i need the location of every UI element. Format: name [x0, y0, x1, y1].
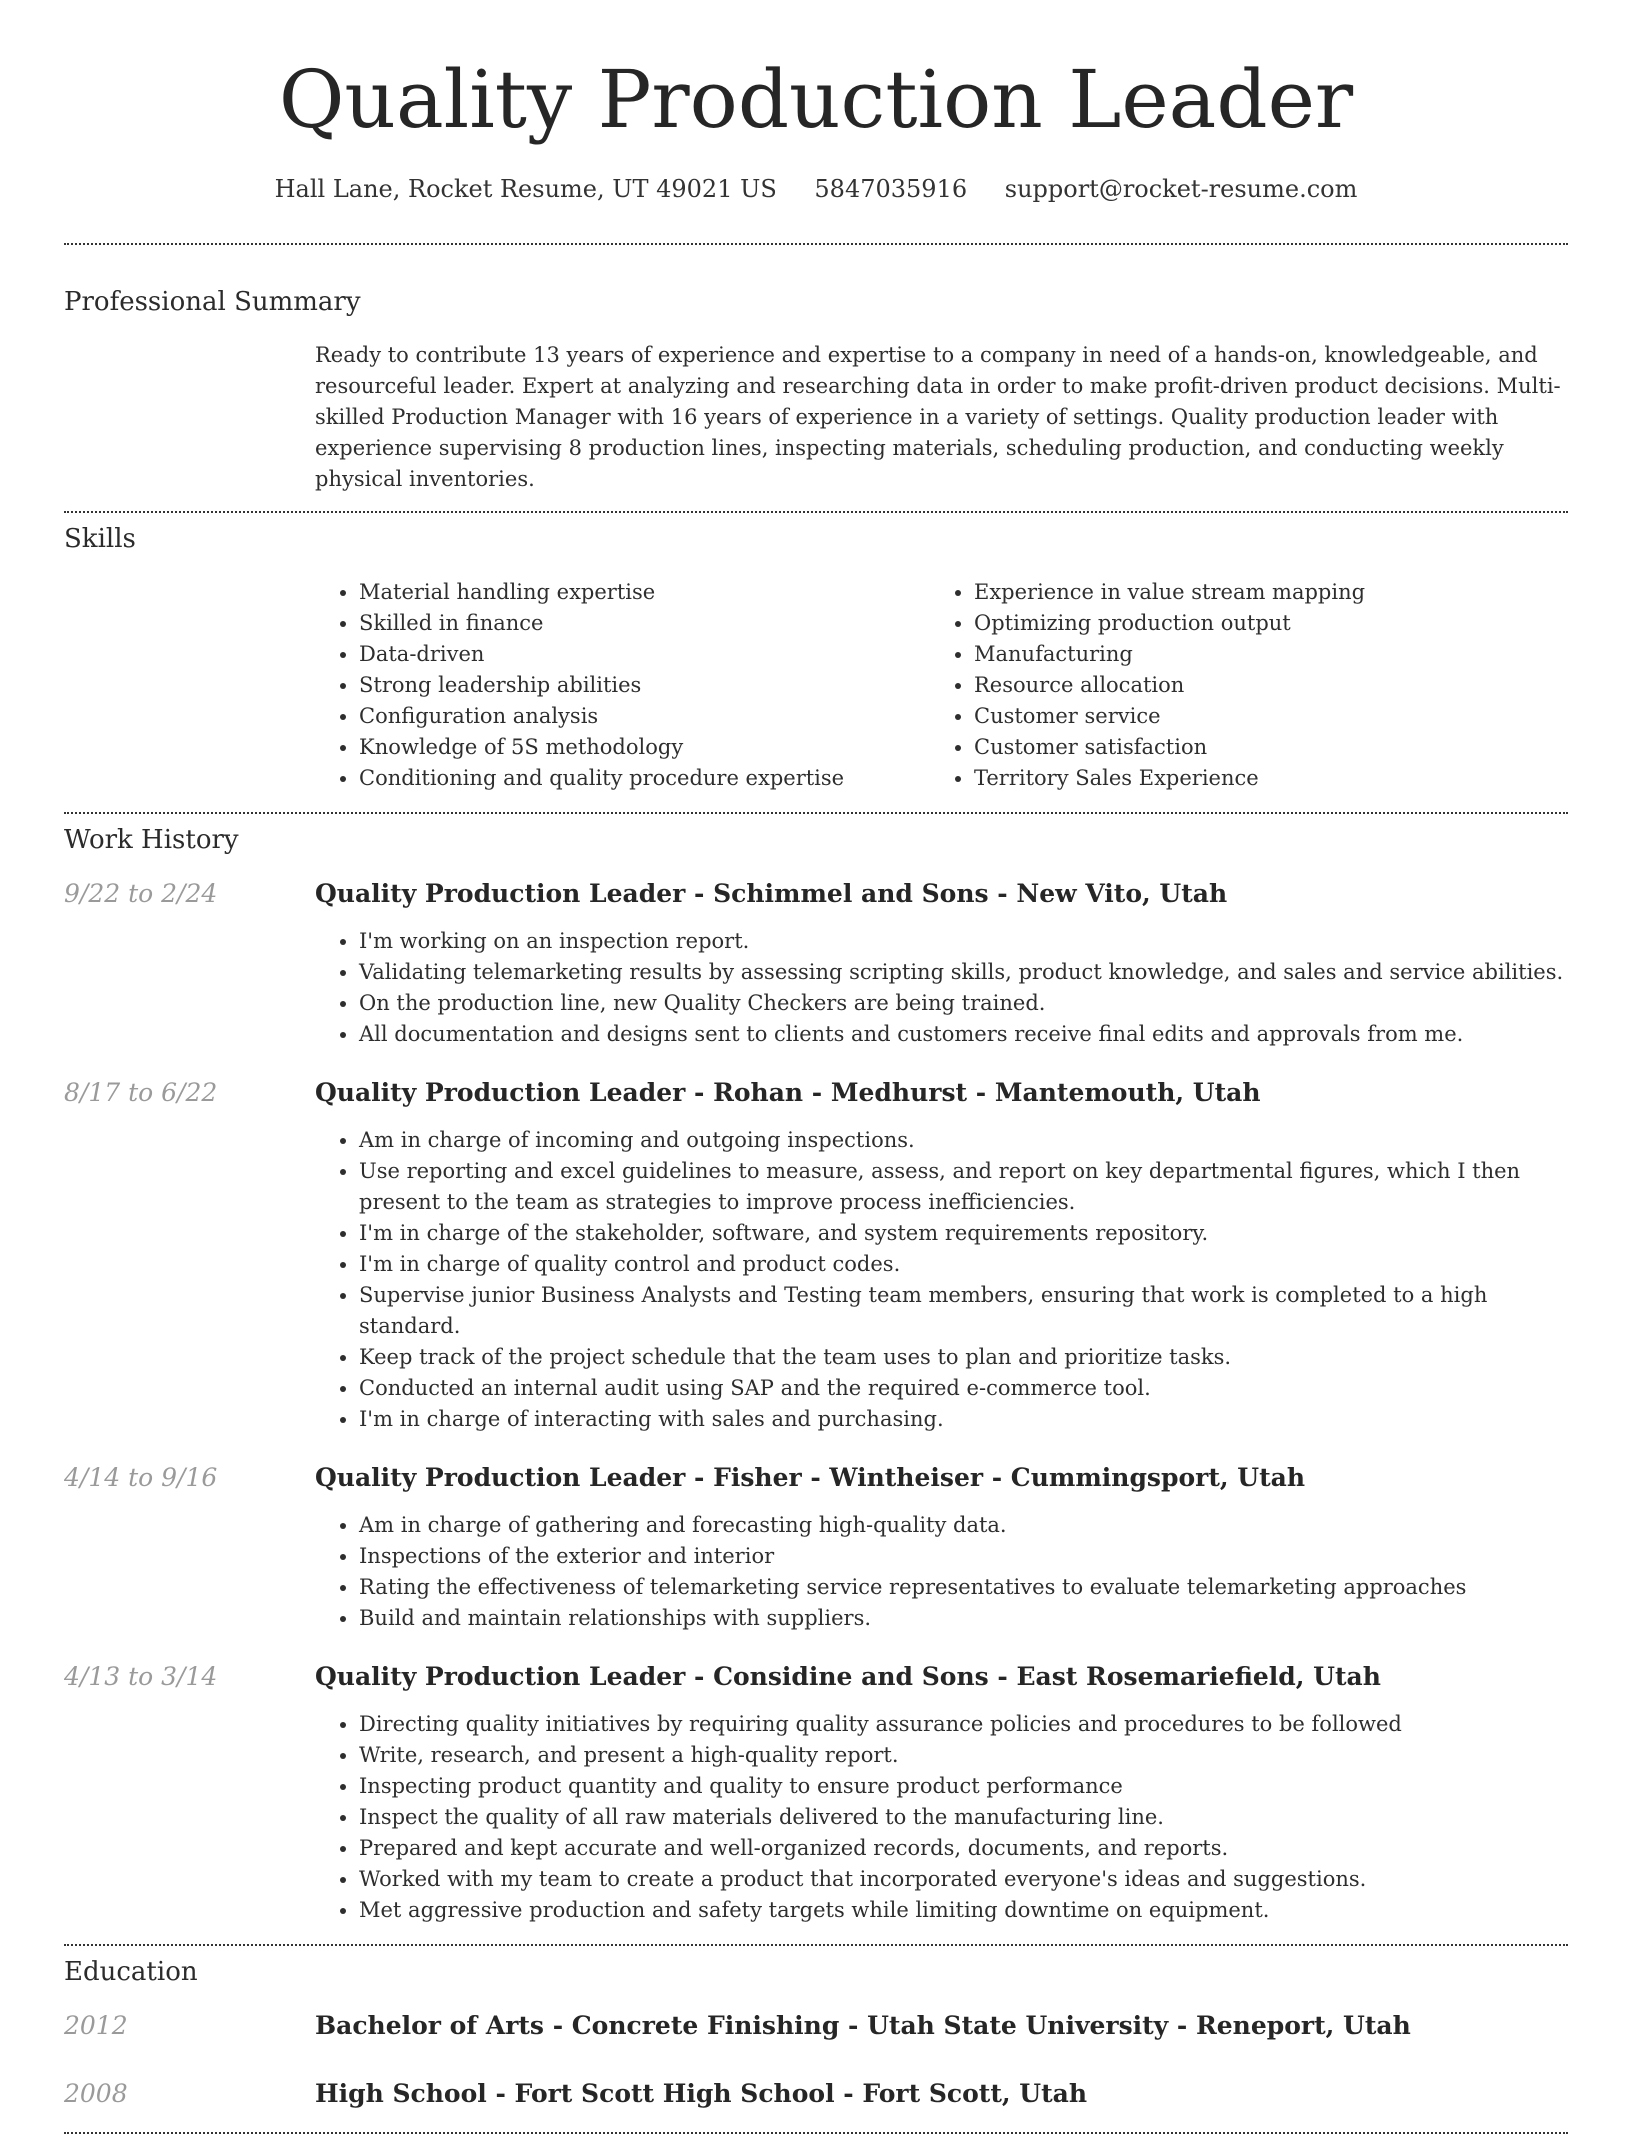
education-degree: Bachelor of Arts - Concrete Finishing - Utah State University - Reneport, Utah [315, 2011, 1411, 2040]
job-bullet: • Validating telemarketing results by assessing scripting skills, product knowledge, and sales and service abilities. [359, 957, 1568, 988]
section-title-summary: Professional Summary [64, 287, 361, 317]
job-bullet: • Write, research, and present a high-quality report. [359, 1740, 1568, 1771]
education-entry [64, 2010, 1568, 2042]
skill-item: • Configuration analysis [359, 701, 930, 732]
summary-section [64, 245, 1568, 495]
job-bullet: • Build and maintain relationships with suppliers. [359, 1603, 1568, 1634]
skill-item: • Manufacturing [974, 639, 1545, 670]
education-degree: High School - Fort Scott High School - Fort Scott, Utah [315, 2079, 1088, 2108]
job-bullets [315, 1125, 1568, 1435]
job-bullet: • Conducted an internal audit using SAP and the required e-commerce tool. [359, 1373, 1568, 1404]
work-history-section [64, 814, 1568, 1926]
job-dates: 4/14 to 9/16 [64, 1463, 218, 1492]
job-entry [64, 1462, 1568, 1634]
job-title: Quality Production Leader - Rohan - Medhurst - Mantemouth, Utah [315, 1078, 1261, 1107]
section-title-work: Work History [64, 825, 239, 855]
job-bullet: • Keep track of the project schedule that the team uses to plan and prioritize tasks. [359, 1342, 1568, 1373]
summary-text: Ready to contribute 13 years of experience and expertise to a company in need of a hands-on, knowledgeable, and resourceful leader. Expert at analyzing and researching data in order to make profit-driven product decisions. Multi-skilled Production Manager with 16 years of experience in a variety of settings. Quality production leader with experience supervising 8 production lines, inspecting materials, scheduling production, and conducting weekly physical inventories. [315, 343, 1561, 491]
job-entry [64, 1661, 1568, 1926]
skill-item: • Territory Sales Experience [974, 763, 1545, 794]
skill-item: • Customer satisfaction [974, 732, 1545, 763]
skill-item: • Strong leadership abilities [359, 670, 930, 701]
skill-item: • Data-driven [359, 639, 930, 670]
job-bullet: • Met aggressive production and safety targets while limiting downtime on equipment. [359, 1895, 1568, 1926]
skill-item: • Skilled in finance [359, 608, 930, 639]
skill-item: • Experience in value stream mapping [974, 577, 1545, 608]
job-bullet: • Use reporting and excel guidelines to measure, assess, and report on key departmental figures, which I then present to the team as strategies to improve process inefficiencies. [359, 1156, 1568, 1218]
education-section [64, 1946, 1568, 2110]
job-entry [64, 878, 1568, 1050]
education-year: 2012 [64, 2011, 128, 2040]
contact-line [64, 174, 1568, 204]
skill-item: • Conditioning and quality procedure expertise [359, 763, 930, 794]
job-entry [64, 1077, 1568, 1435]
job-title: Quality Production Leader - Considine and Sons - East Rosemariefield, Utah [315, 1662, 1381, 1691]
contact-phone: 5847035916 [814, 175, 968, 203]
job-bullet: • Prepared and kept accurate and well-organized records, documents, and reports. [359, 1833, 1568, 1864]
skill-item: • Resource allocation [974, 670, 1545, 701]
job-dates: 9/22 to 2/24 [64, 879, 218, 908]
section-title-skills: Skills [64, 524, 136, 554]
job-title: Quality Production Leader - Schimmel and Sons - New Vito, Utah [315, 879, 1228, 908]
job-bullet: • On the production line, new Quality Checkers are being trained. [359, 988, 1568, 1019]
education-year: 2008 [64, 2079, 128, 2108]
job-dates: 8/17 to 6/22 [64, 1078, 218, 1107]
job-title: Quality Production Leader - Fisher - Wintheiser - Cummingsport, Utah [315, 1463, 1306, 1492]
job-bullet: • All documentation and designs sent to clients and customers receive final edits and approvals from me. [359, 1019, 1568, 1050]
resume-name: Quality Production Leader [278, 53, 1354, 146]
job-bullets [315, 1709, 1568, 1926]
job-bullet: • I'm working on an inspection report. [359, 926, 1568, 957]
job-bullet: • Rating the effectiveness of telemarketing service representatives to evaluate telemarketing approaches [359, 1572, 1568, 1603]
contact-email: support@rocket-resume.com [1004, 175, 1358, 203]
job-bullet: • Am in charge of incoming and outgoing inspections. [359, 1125, 1568, 1156]
job-bullet: • Inspections of the exterior and interior [359, 1541, 1568, 1572]
contact-address: Hall Lane, Rocket Resume, UT 49021 US [274, 175, 777, 203]
job-bullet: • Worked with my team to create a product that incorporated everyone's ideas and suggestions. [359, 1864, 1568, 1895]
skill-item: • Customer service [974, 701, 1545, 732]
job-bullet: • Directing quality initiatives by requiring quality assurance policies and procedures to be followed [359, 1709, 1568, 1740]
job-dates: 4/13 to 3/14 [64, 1662, 218, 1691]
job-bullets [315, 1510, 1568, 1634]
job-bullet: • Inspecting product quantity and quality to ensure product performance [359, 1771, 1568, 1802]
section-title-education: Education [64, 1957, 198, 1987]
job-bullet: • I'm in charge of quality control and product codes. [359, 1249, 1568, 1280]
skills-section [64, 513, 1568, 794]
job-bullet: • I'm in charge of interacting with sales and purchasing. [359, 1404, 1568, 1435]
skills-list-left [315, 577, 930, 794]
job-bullet: • Am in charge of gathering and forecasting high-quality data. [359, 1510, 1568, 1541]
skill-item: • Material handling expertise [359, 577, 930, 608]
job-bullet: • I'm in charge of the stakeholder, software, and system requirements repository. [359, 1218, 1568, 1249]
skill-item: • Knowledge of 5S methodology [359, 732, 930, 763]
skill-item: • Optimizing production output [974, 608, 1545, 639]
job-bullet: • Inspect the quality of all raw materials delivered to the manufacturing line. [359, 1802, 1568, 1833]
job-bullets [315, 926, 1568, 1050]
education-entry [64, 2078, 1568, 2110]
skills-list-right [930, 577, 1545, 794]
job-bullet: • Supervise junior Business Analysts and Testing team members, ensuring that work is completed to a high standard. [359, 1280, 1568, 1342]
